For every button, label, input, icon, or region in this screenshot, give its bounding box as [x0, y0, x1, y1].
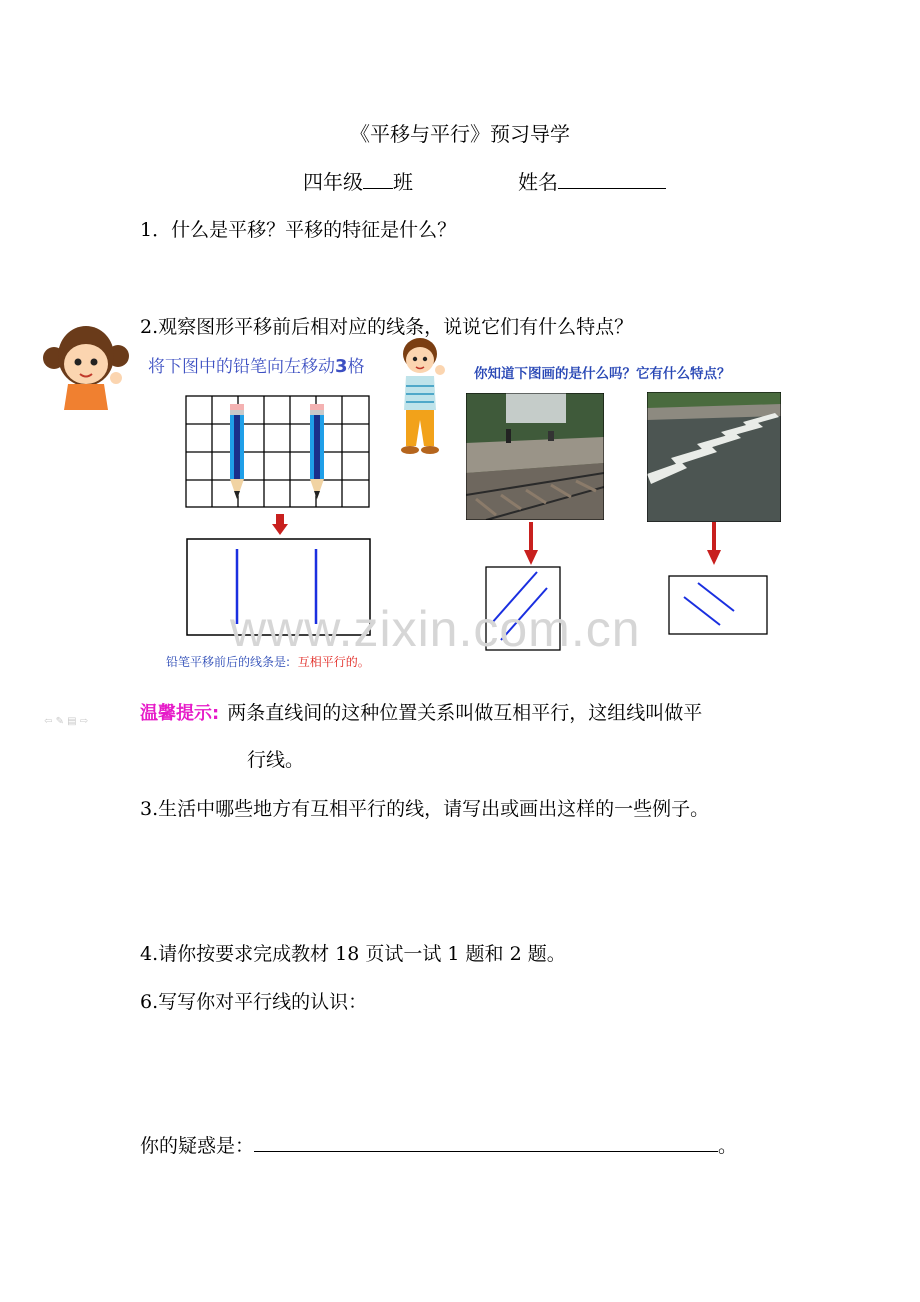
- pen-icon[interactable]: ✎: [55, 716, 64, 727]
- photo-question: 你知道下图画的是什么吗？它有什么特点？: [474, 366, 731, 382]
- boy-illustration: [394, 336, 450, 462]
- doubt-blank[interactable]: [254, 1151, 718, 1152]
- crosswalk-photo: [647, 392, 781, 522]
- tip-text-line2: 行线。: [247, 749, 305, 771]
- menu-icon[interactable]: ▤: [67, 716, 77, 727]
- name-label: 姓名: [518, 170, 558, 194]
- doubt-label: 你的疑惑是：: [140, 1135, 255, 1157]
- railway-arrow-icon: [524, 522, 538, 566]
- question-1: 1．什么是平移？平移的特征是什么？: [140, 219, 457, 241]
- doubt-line: [140, 1131, 737, 1158]
- tip: [140, 698, 702, 725]
- class-blank[interactable]: [363, 188, 393, 189]
- railway-photo: [466, 393, 604, 520]
- doubt-end: 。: [718, 1135, 738, 1157]
- watermark: www.zixin.com.cn: [230, 601, 641, 657]
- back-arrow-icon[interactable]: ⇦: [44, 716, 53, 727]
- pencil-instruction-number: 3: [335, 356, 348, 377]
- girl-illustration: [40, 318, 130, 412]
- question-2: 2.观察图形平移前后相对应的线条，说说它们有什么特点？: [140, 316, 634, 338]
- forward-arrow-icon[interactable]: ⇨: [79, 716, 89, 727]
- name-blank[interactable]: [558, 188, 666, 189]
- pencil-caption-label: 铅笔平移前后的线条是:: [166, 655, 291, 669]
- nav-glyphs[interactable]: [44, 716, 88, 727]
- page-title: 《平移与平行》预习导学: [350, 122, 570, 146]
- crosswalk-arrow-icon: [707, 522, 721, 566]
- pencil-instruction-text: 将下图中的铅笔向左移动: [148, 357, 335, 377]
- tip-label: 温馨提示:: [140, 703, 220, 724]
- pencil-caption-answer: 互相平行的。: [297, 655, 370, 669]
- crosswalk-lines-box: [668, 575, 770, 637]
- pencil-left: [230, 404, 244, 499]
- pencil-instruction-suffix: 格: [347, 357, 365, 377]
- pencil-grid: [184, 395, 374, 513]
- pencil-arrow-icon: [272, 514, 288, 536]
- class-info: [303, 166, 413, 195]
- question-4: 4.请你按要求完成教材 18 页试一试 1 题和 2 题。: [140, 943, 566, 965]
- question-6: 6.写写你对平行线的认识：: [140, 991, 368, 1013]
- pencil-instruction: [148, 352, 365, 377]
- grade-label: 四年级: [303, 170, 363, 194]
- name-info: [518, 166, 666, 195]
- question-3: 3.生活中哪些地方有互相平行的线，请写出或画出这样的一些例子。: [140, 798, 710, 820]
- tip-text-line1: 两条直线间的这种位置关系叫做互相平行，这组线叫做平: [227, 702, 703, 724]
- pencil-right: [310, 404, 324, 499]
- class-label: 班: [393, 170, 413, 194]
